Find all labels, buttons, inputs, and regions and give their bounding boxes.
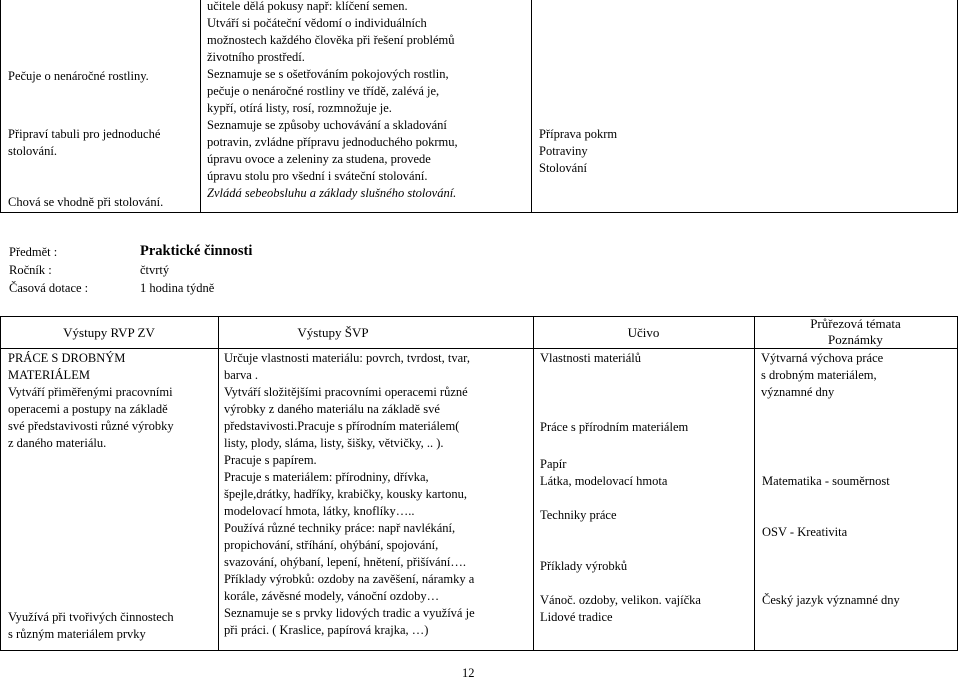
text-line: při práci. ( Kraslice, papírová krajka, …) bbox=[224, 623, 429, 637]
text-line: Příprava pokrm bbox=[539, 127, 618, 141]
top-col1-text: Připraví tabuli pro jednoduché stolování. bbox=[8, 127, 161, 158]
ucivo-item: Techniky práce bbox=[540, 508, 617, 522]
ucivo-item: Vánoč. ozdoby, velikon. vajíčka bbox=[540, 593, 701, 607]
ucivo-item: Lidové tradice bbox=[540, 610, 613, 624]
text-line: listy, plody, sláma, listy, šišky, větvičky, .. ). bbox=[224, 436, 444, 450]
rvp-bottom-text-block bbox=[8, 609, 216, 643]
text-line: úpravu stolu pro všední i sváteční stolování. bbox=[207, 169, 428, 183]
text-line: Zvládá sebeobsluhu a základy slušného stolování. bbox=[207, 186, 457, 200]
top-col1-item bbox=[8, 68, 196, 85]
text-line: z daného materiálu. bbox=[8, 436, 107, 450]
grade-value: čtvrtý bbox=[140, 263, 170, 277]
grade-label: Ročník : bbox=[9, 263, 52, 277]
text-line: barva . bbox=[224, 368, 259, 382]
top-col1-text: Chová se vhodně při stolování. bbox=[8, 195, 164, 209]
text-line: Potraviny bbox=[539, 144, 588, 158]
text-line: možnostech každého člověka při řešení problémů bbox=[207, 33, 455, 47]
text-line: MATERIÁLEM bbox=[8, 368, 90, 382]
prurez-item: Matematika - souměrnost bbox=[762, 474, 890, 488]
text-line: představivosti.Pracuje s přírodním materiálem( bbox=[224, 419, 460, 433]
text-line: Stolování bbox=[539, 161, 587, 175]
column-divider bbox=[218, 316, 219, 651]
ucivo-item: Příklady výrobků bbox=[540, 559, 628, 573]
text-line: Seznamuje se s ošetřováním pokojových rostlin, bbox=[207, 67, 449, 81]
text-line: svazování, ohýbaní, lepení, hnětení, přišívání…. bbox=[224, 555, 466, 569]
table-divider bbox=[531, 0, 532, 213]
ucivo-item: Papír bbox=[540, 457, 567, 471]
prurez-item: Český jazyk významné dny bbox=[762, 593, 900, 607]
text-line: propichování, stříhání, ohýbání, spojování, bbox=[224, 538, 439, 552]
text-line: s drobným materiálem, bbox=[761, 368, 877, 382]
text-line: Utváří si počáteční vědomí o individuálních bbox=[207, 16, 427, 30]
svp-text-block bbox=[224, 350, 530, 639]
text-line: Pracuje s papírem. bbox=[224, 453, 317, 467]
rvp-text-block bbox=[8, 350, 216, 452]
text-line: Výtvarná výchova práce bbox=[761, 351, 884, 365]
column-divider bbox=[533, 316, 534, 651]
subject-label: Předmět : bbox=[9, 245, 58, 259]
text-line: životního prostředí. bbox=[207, 50, 305, 64]
column-divider bbox=[754, 316, 755, 651]
text-line: úpravu ovoce a zeleniny za studena, provede bbox=[207, 152, 431, 166]
text-line: pečuje o nenáročné rostliny ve třídě, zalévá je, bbox=[207, 84, 440, 98]
top-col1-text: Pečuje o nenáročné rostliny. bbox=[8, 69, 149, 83]
page-number: 12 bbox=[462, 666, 475, 680]
ucivo-item: Práce s přírodním materiálem bbox=[540, 420, 689, 434]
header-rvp: Výstupy RVP ZV bbox=[63, 325, 155, 340]
table-border-bottom bbox=[0, 650, 958, 651]
top-col1-item bbox=[8, 194, 198, 211]
table-border-right bbox=[957, 0, 958, 213]
table-border-bottom bbox=[0, 212, 958, 213]
header-svp: Výstupy ŠVP bbox=[297, 325, 369, 340]
text-line: špejle,drátky, hadříky, krabičky, kousky kartonu, bbox=[224, 487, 467, 501]
top-col1-item bbox=[8, 126, 196, 160]
table-border-right bbox=[957, 316, 958, 651]
ucivo-item: Látka, modelovací hmota bbox=[540, 474, 668, 488]
text-line: výrobky z daného materiálu na základě své bbox=[224, 402, 440, 416]
text-line: s různým materiálem prvky bbox=[8, 627, 146, 641]
text-line: své představivosti různé výrobky bbox=[8, 419, 174, 433]
text-line: učitele dělá pokusy např: klíčení semen. bbox=[207, 0, 408, 13]
header-prurezova-text: Průřezová témata bbox=[810, 316, 901, 331]
text-line: Příklady výrobků: ozdoby na zavěšení, náramky a bbox=[224, 572, 475, 586]
top-col3-text-block bbox=[539, 126, 739, 177]
time-value: 1 hodina týdně bbox=[140, 281, 215, 295]
top-col2-text-block bbox=[207, 0, 529, 202]
text-line: potravin, zvládne přípravu jednoduchého pokrmu, bbox=[207, 135, 458, 149]
text-line: korále, závěsné modely, vánoční ozdoby… bbox=[224, 589, 440, 603]
text-line: kypří, otírá listy, rosí, rozmnožuje je. bbox=[207, 101, 392, 115]
ucivo-item: Vlastnosti materiálů bbox=[540, 351, 642, 365]
top-table-continuation bbox=[0, 0, 960, 213]
table-divider bbox=[200, 0, 201, 213]
table-border-left bbox=[0, 316, 1, 651]
text-line: Určuje vlastnosti materiálu: povrch, tvrdost, tvar, bbox=[224, 351, 470, 365]
text-line: Používá různé techniky práce: např navlékání, bbox=[224, 521, 456, 535]
text-line: PRÁCE S DROBNÝM bbox=[8, 351, 126, 365]
header-ucivo: Učivo bbox=[627, 325, 660, 340]
text-line: operacemi a postupy na základě bbox=[8, 402, 168, 416]
text-line: Pracuje s materiálem: přírodniny, dřívka, bbox=[224, 470, 429, 484]
text-line: Seznamuje se způsoby uchovávání a skladování bbox=[207, 118, 447, 132]
text-line: Vytváří přiměřenými pracovními bbox=[8, 385, 173, 399]
table-border-left bbox=[0, 0, 1, 213]
time-label: Časová dotace : bbox=[9, 281, 89, 295]
subject-value: Praktické činnosti bbox=[140, 243, 253, 259]
text-line: Vytváří složitějšími pracovními operacemi různé bbox=[224, 385, 468, 399]
header-prurezova bbox=[754, 316, 957, 348]
text-line: modelovací hmota, látky, knoflíky….. bbox=[224, 504, 415, 518]
text-line: Seznamuje se s prvky lidových tradic a využívá je bbox=[224, 606, 475, 620]
prurez-text-block bbox=[761, 350, 956, 401]
prurez-item: OSV - Kreativita bbox=[762, 525, 848, 539]
text-line: Využívá při tvořivých činnostech bbox=[8, 610, 174, 624]
header-divider bbox=[0, 348, 958, 349]
text-line: významné dny bbox=[761, 385, 835, 399]
header-poznamky-text: Poznámky bbox=[828, 332, 883, 347]
